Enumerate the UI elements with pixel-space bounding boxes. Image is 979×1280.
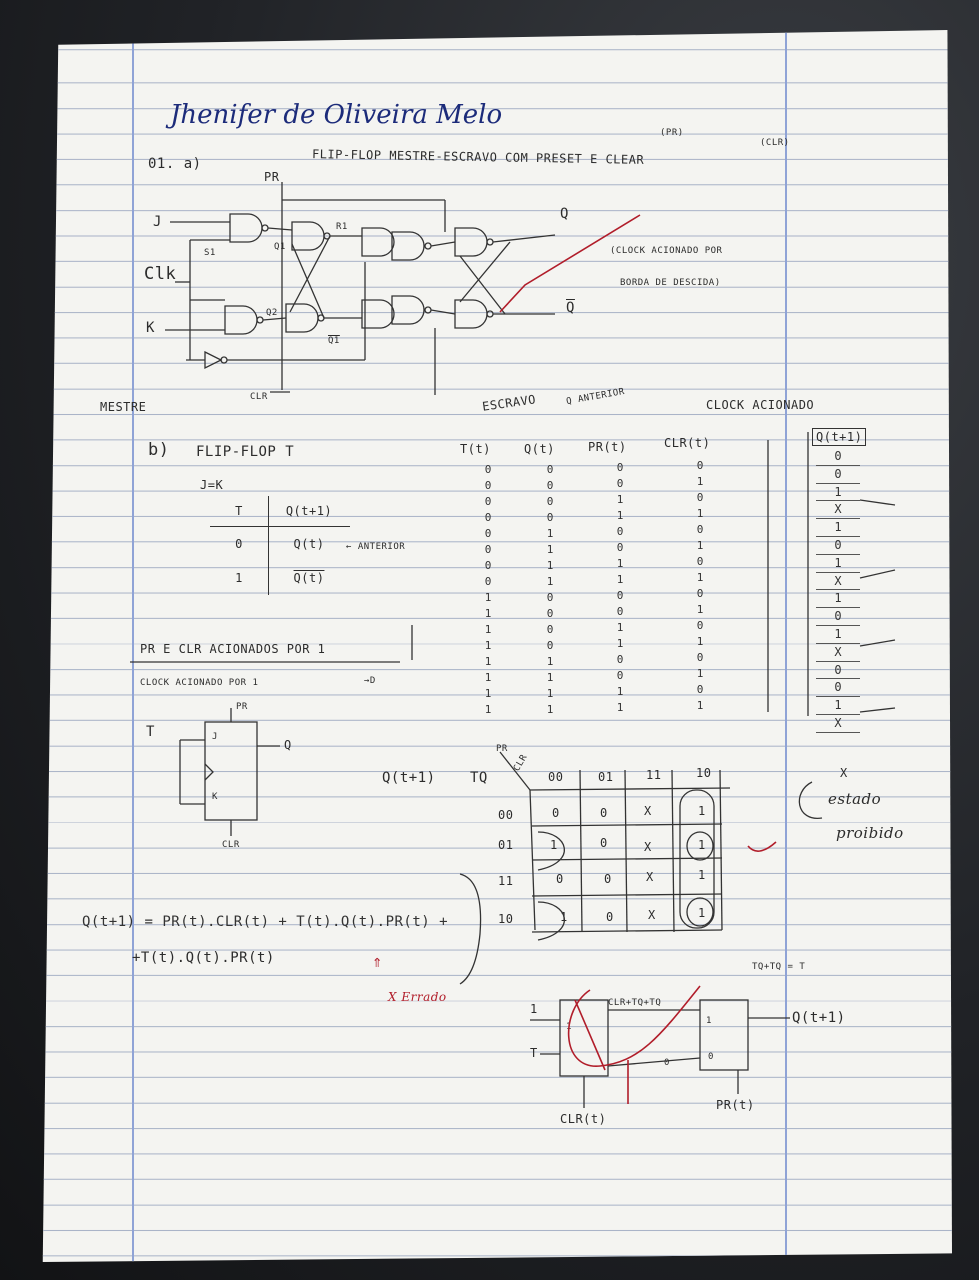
kmap-cell-3-2: X <box>648 908 656 922</box>
x-note: X <box>840 766 848 780</box>
t-cell: 1 <box>484 671 492 684</box>
block-input-t: T <box>146 724 155 740</box>
anterior-note: ← ANTERIOR <box>346 542 406 552</box>
gate-label-q2: Q2 <box>266 308 278 318</box>
kmap-col-var-pr: PR <box>496 744 508 754</box>
kmap-cell-2-0: 0 <box>556 872 564 886</box>
clr-cell: 0 <box>696 459 704 472</box>
q_next-cell: X <box>816 573 860 591</box>
kmap-col-var-clr: CLR <box>512 752 530 774</box>
gate-label-q1: Q1 <box>274 242 286 252</box>
kmap-row-10: 10 <box>498 912 514 926</box>
q-cell: 0 <box>546 639 554 652</box>
q-anterior-note: Q ANTERIOR <box>565 386 626 408</box>
kmap-col-11: 11 <box>646 768 662 782</box>
t-cell: 1 <box>484 655 492 668</box>
pr-cell: 0 <box>616 525 624 538</box>
col-header-pr: PR(t) <box>588 440 627 454</box>
q_next-cell: 1 <box>816 555 860 573</box>
table-cell-t0: 0 <box>210 527 269 561</box>
pr-cell: 0 <box>616 653 624 666</box>
zero-line: 0 <box>664 1058 670 1068</box>
t-cell: 1 <box>484 703 492 716</box>
q_next-cell: X <box>816 644 860 662</box>
kmap-col-10: 10 <box>696 766 712 780</box>
q_next-cell: 1 <box>816 484 860 502</box>
clr-note: (CLR) <box>760 138 790 148</box>
part-b-title: FLIP-FLOP T <box>196 444 295 460</box>
pr-cell: 0 <box>616 477 624 490</box>
correction-arrow: ⇑ <box>372 952 383 972</box>
t-cell: 1 <box>484 687 492 700</box>
simplification: TQ+TQ = T <box>752 962 806 972</box>
pr-cell: 0 <box>616 589 624 602</box>
kmap-cell-2-2: X <box>646 870 654 884</box>
pr-cell: 0 <box>616 669 624 682</box>
inner-expression: CLR+TQ+TQ <box>608 998 662 1008</box>
output-q: Q <box>560 206 569 222</box>
block-pr: PR <box>236 702 248 712</box>
pr-cell: 1 <box>616 493 624 506</box>
kmap-cell-0-1: 0 <box>600 806 608 820</box>
clr-cell: 0 <box>696 491 704 504</box>
t-cell: 0 <box>484 559 492 572</box>
clock-arrow: →D <box>364 676 376 686</box>
master-label: MESTRE <box>100 400 147 414</box>
clr-cell: 0 <box>696 619 704 632</box>
q-cell: 0 <box>546 511 554 524</box>
t-cell: 0 <box>484 495 492 508</box>
kmap-cell-0-3: 1 <box>698 804 706 818</box>
clr-cell: 0 <box>696 523 704 536</box>
kmap-cell-3-3: 1 <box>698 906 706 920</box>
preset-label: PR <box>264 170 280 184</box>
table-cell-t1: 1 <box>210 561 269 595</box>
pr-cell: 0 <box>616 461 624 474</box>
input-k: K <box>146 320 155 336</box>
mux2-input-0: 0 <box>708 1052 714 1062</box>
clr-cell: 1 <box>696 507 704 520</box>
q-cell: 0 <box>546 463 554 476</box>
q_next-cell: X <box>816 715 860 733</box>
t-cell: 1 <box>484 607 492 620</box>
clock-note: CLOCK ACIONADO POR 1 <box>140 678 259 688</box>
q_next-cell: 0 <box>816 662 860 680</box>
block-clr: CLR <box>222 840 240 850</box>
q-cell: 0 <box>546 479 554 492</box>
q-cell: 1 <box>546 703 554 716</box>
kmap-cell-2-3: 1 <box>698 868 706 882</box>
kmap-cell-1-0: 1 <box>550 838 558 852</box>
clock-note-line2: BORDA DE DESCIDA) <box>620 278 721 288</box>
equation-line2: +T(t).Q(t).PR(t) <box>132 950 275 966</box>
t-cell: 0 <box>484 463 492 476</box>
pr-cell: 1 <box>616 637 624 650</box>
pr-cell: 1 <box>616 573 624 586</box>
clr-cell: 0 <box>696 651 704 664</box>
input-clk: Clk <box>144 264 177 284</box>
clr-cell: 1 <box>696 571 704 584</box>
q_next-cell: 1 <box>816 519 860 537</box>
block-input-j: J <box>212 732 218 742</box>
part-a-title: FLIP-FLOP MESTRE-ESCRAVO COM PRESET E CLEAR <box>311 147 645 167</box>
pr-cell: 1 <box>616 557 624 570</box>
clock-acionado-note: CLOCK ACIONADO <box>706 398 815 412</box>
t-cell: 0 <box>484 511 492 524</box>
pr-cell: 0 <box>616 605 624 618</box>
kmap-cell-0-0: 0 <box>552 806 560 820</box>
clr-cell: 0 <box>696 587 704 600</box>
x-meaning-1: estado <box>828 790 882 808</box>
final-pr: PR(t) <box>716 1098 755 1112</box>
kmap-col-01: 01 <box>598 770 614 784</box>
t-cell: 1 <box>484 591 492 604</box>
pr-cell: 1 <box>616 621 624 634</box>
q_next-cell: X <box>816 501 860 519</box>
output-q-bar: $\overline{Q}$ <box>566 300 575 316</box>
input-j: J <box>153 214 162 230</box>
clr-cell: 0 <box>696 555 704 568</box>
clr-cell: 1 <box>696 603 704 616</box>
q-cell: 1 <box>546 527 554 540</box>
clr-cell: 1 <box>696 635 704 648</box>
q-cell: 0 <box>546 607 554 620</box>
q-cell: 0 <box>546 495 554 508</box>
t-cell: 0 <box>484 575 492 588</box>
block-input-k: K <box>212 792 218 802</box>
q-cell: 1 <box>546 575 554 588</box>
kmap-cell-1-3: 1 <box>698 838 706 852</box>
kmap-cell-0-2: X <box>644 804 652 818</box>
kmap-cell-2-1: 0 <box>604 872 612 886</box>
q_next-cell: 0 <box>816 679 860 697</box>
clock-note-line1: (CLOCK ACIONADO POR <box>610 246 723 256</box>
q-cell: 1 <box>546 559 554 572</box>
q_next-cell: 0 <box>816 448 860 466</box>
table-header-t: T <box>210 496 269 526</box>
clear-label: CLR <box>250 392 268 402</box>
clr-cell: 0 <box>696 683 704 696</box>
gate-label-s1: S1 <box>204 248 216 258</box>
q_next-cell: 1 <box>816 697 860 715</box>
q-cell: 1 <box>546 655 554 668</box>
correction-note: X Errado <box>388 990 447 1004</box>
clr-cell: 1 <box>696 475 704 488</box>
kmap-cell-1-1: 0 <box>600 836 608 850</box>
t-cell: 0 <box>484 527 492 540</box>
col-header-clr: CLR(t) <box>664 436 711 450</box>
gate-label-q1-bar: Q1 <box>328 336 340 346</box>
table-cell-q1: Q(t) <box>293 571 325 585</box>
t-cell: 1 <box>484 623 492 636</box>
pr-clr-note: PR E CLR ACIONADOS POR 1 <box>140 642 326 656</box>
col-header-q: Q(t) <box>524 442 555 456</box>
part-a-label: 01. a) <box>148 156 202 172</box>
block-output-q: Q <box>284 738 292 752</box>
col-header-t: T(t) <box>460 442 491 456</box>
final-output: Q(t+1) <box>792 1010 846 1026</box>
pr-cell: 1 <box>616 509 624 522</box>
kmap-cell-1-2: X <box>644 840 652 854</box>
final-clr: CLR(t) <box>560 1112 607 1126</box>
kmap-cell-3-0: 1 <box>560 910 568 924</box>
pr-note: (PR) <box>660 128 684 138</box>
pr-cell: 0 <box>616 541 624 554</box>
kmap-row-var: TQ <box>470 770 488 786</box>
kmap-cell-3-1: 0 <box>606 910 614 924</box>
kmap-row-01: 01 <box>498 838 514 852</box>
kmap-row-11: 11 <box>498 874 514 888</box>
q_next-cell: 1 <box>816 626 860 644</box>
equation-line1: Q(t+1) = PR(t).CLR(t) + T(t).Q(t).PR(t) + <box>82 914 449 930</box>
x-meaning-2: proibido <box>836 824 904 842</box>
kmap-col-00: 00 <box>548 770 564 784</box>
t-cell: 0 <box>484 543 492 556</box>
q-cell: 0 <box>546 623 554 636</box>
mux1-input-1: 1 <box>566 1022 572 1032</box>
q_next-cell: 0 <box>816 466 860 484</box>
col-header-q-next: Q(t+1) <box>812 428 866 446</box>
t-cell: 1 <box>484 639 492 652</box>
kmap-row-00: 00 <box>498 808 514 822</box>
q-cell: 1 <box>546 671 554 684</box>
gate-label-r1: R1 <box>336 222 348 232</box>
slave-label: ESCRAVO <box>481 392 537 414</box>
author-name: Jhenifer de Oliveira Melo <box>170 100 503 130</box>
table-cell-q0: Q(t) <box>293 537 325 551</box>
final-input-t: T <box>530 1046 538 1060</box>
q_next-cell: 1 <box>816 590 860 608</box>
part-b-label: b) <box>148 440 170 460</box>
jk-equation: J=K <box>200 478 224 492</box>
pr-cell: 1 <box>616 685 624 698</box>
clr-cell: 1 <box>696 667 704 680</box>
final-input-1: 1 <box>530 1002 538 1016</box>
mux2-input-1: 1 <box>706 1016 712 1026</box>
clr-cell: 1 <box>696 539 704 552</box>
kmap-label: Q(t+1) <box>382 770 436 786</box>
table-header-q: Q(t+1) <box>285 504 333 518</box>
q-cell: 0 <box>546 591 554 604</box>
q_next-cell: 0 <box>816 608 860 626</box>
q-cell: 1 <box>546 687 554 700</box>
pr-cell: 1 <box>616 701 624 714</box>
q_next-cell: 0 <box>816 537 860 555</box>
q-cell: 1 <box>546 543 554 556</box>
t-cell: 0 <box>484 479 492 492</box>
clr-cell: 1 <box>696 699 704 712</box>
